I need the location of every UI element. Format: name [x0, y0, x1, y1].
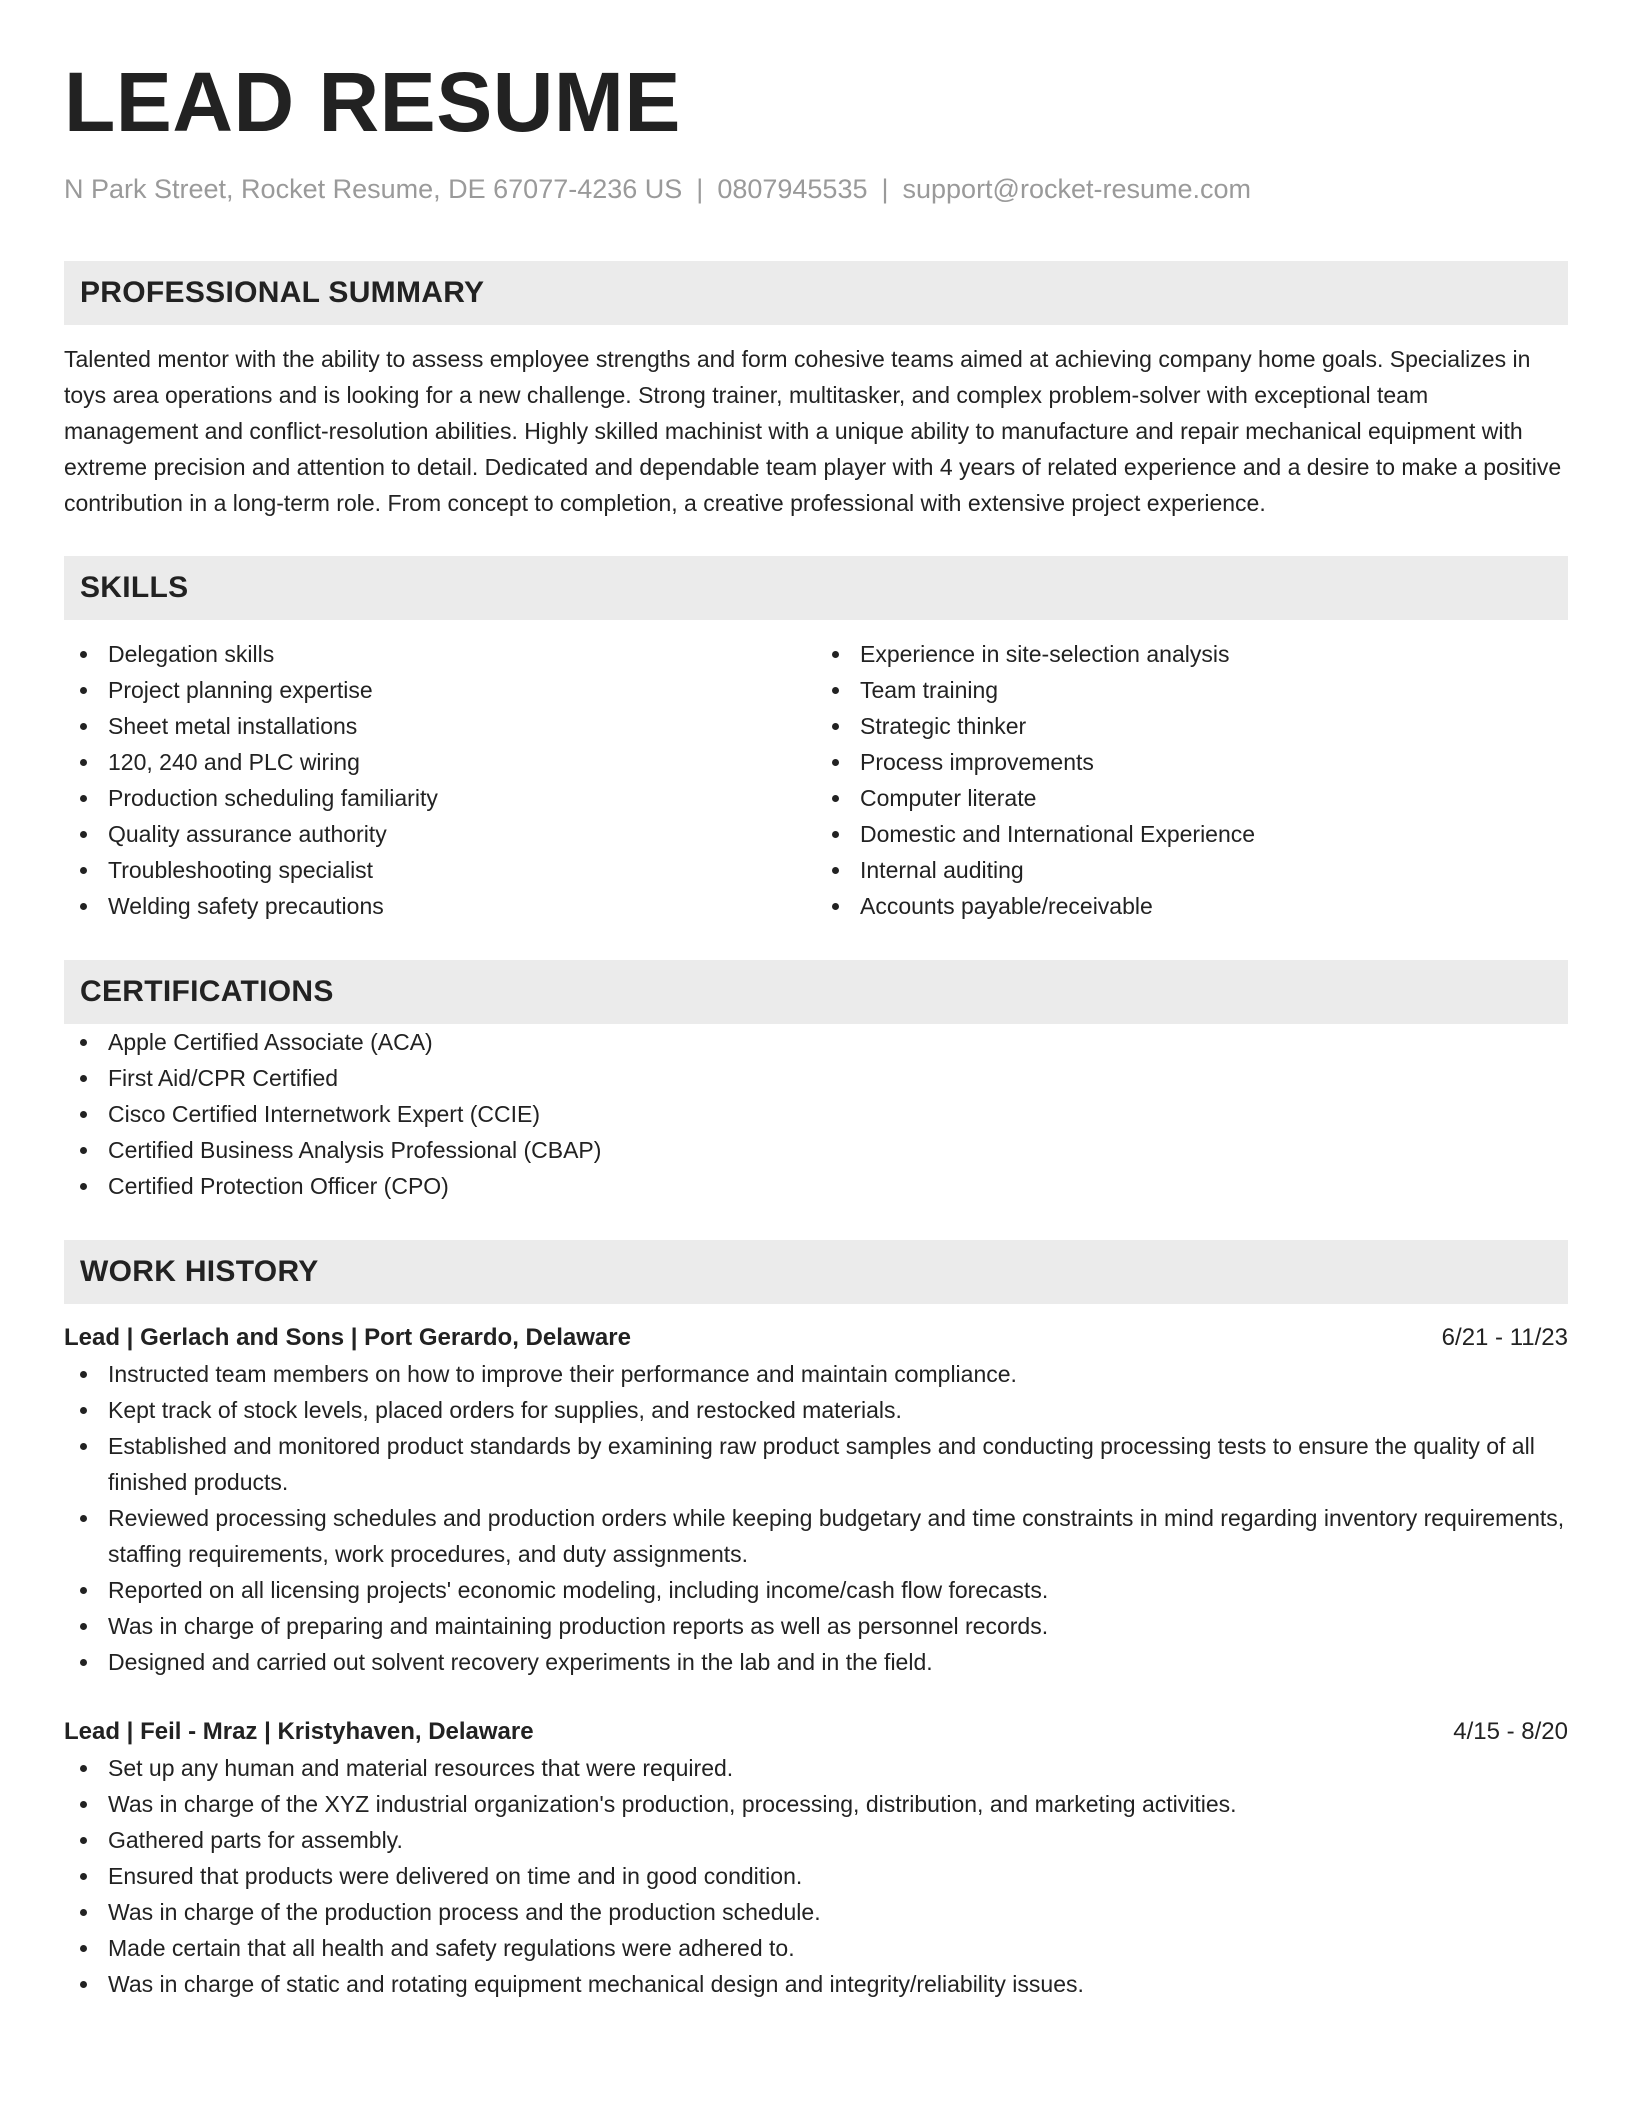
- bullet-icon: [80, 1075, 87, 1082]
- certification-item: [64, 1060, 1568, 1096]
- bullet-icon: [80, 1945, 87, 1952]
- bullet-icon: [80, 1443, 87, 1450]
- skill-item: [816, 816, 1568, 852]
- bullet-icon: [80, 1873, 87, 1880]
- job-entry: [64, 1320, 1568, 1680]
- bullet-icon: [80, 1111, 87, 1118]
- bullet-icon: [832, 903, 839, 910]
- bullet-icon: [80, 1837, 87, 1844]
- skill-item: [64, 708, 816, 744]
- job-duty-text: Reported on all licensing projects' economic modeling, including income/cash flow forecasts.: [108, 1577, 1049, 1603]
- certification-item: [64, 1096, 1568, 1132]
- job-duty-item: [64, 1644, 1568, 1680]
- skill-label: Computer literate: [860, 785, 1037, 811]
- skill-label: Delegation skills: [108, 641, 275, 667]
- certification-item: [64, 1132, 1568, 1168]
- certification-label: First Aid/CPR Certified: [108, 1065, 339, 1091]
- job-duty-item: [64, 1500, 1568, 1572]
- skill-item: [64, 816, 816, 852]
- bullet-icon: [832, 867, 839, 874]
- job-entry: [64, 1714, 1568, 2002]
- job-header: [64, 1714, 1568, 1750]
- job-header: [64, 1320, 1568, 1356]
- job-dates: 6/21 - 11/23: [1441, 1324, 1568, 1351]
- bullet-icon: [80, 687, 87, 694]
- job-duty-text: Made certain that all health and safety regulations were adhered to.: [108, 1935, 795, 1961]
- bullet-icon: [80, 1371, 87, 1378]
- bullet-icon: [80, 1981, 87, 1988]
- bullet-icon: [832, 759, 839, 766]
- job-duty-item: [64, 1428, 1568, 1500]
- skill-item: [816, 744, 1568, 780]
- job-duty-text: Reviewed processing schedules and production orders while keeping budgetary and time constraints in mind regarding inventory requirements, staffing requirements, work procedures, and duty assignments.: [108, 1505, 1565, 1567]
- skills-list-left: [64, 636, 816, 924]
- skill-label: Team training: [860, 677, 999, 703]
- skill-label: Quality assurance authority: [108, 821, 387, 847]
- job-duty-item: [64, 1822, 1568, 1858]
- bullet-icon: [832, 831, 839, 838]
- skill-label: Troubleshooting specialist: [108, 857, 374, 883]
- skill-item: [64, 888, 816, 924]
- section-heading-summary: PROFESSIONAL SUMMARY: [64, 261, 1568, 325]
- bullet-icon: [80, 651, 87, 658]
- skill-item: [64, 672, 816, 708]
- skills-columns: [64, 636, 1568, 924]
- job-title: Lead | Feil - Mraz | Kristyhaven, Delaware: [64, 1718, 534, 1745]
- bullet-icon: [80, 1407, 87, 1414]
- contact-address: N Park Street, Rocket Resume, DE 67077-4236 US: [64, 174, 683, 204]
- job-duty-item: [64, 1572, 1568, 1608]
- job-duty-text: Kept track of stock levels, placed orders for supplies, and restocked materials.: [108, 1397, 902, 1423]
- bullet-icon: [80, 1801, 87, 1808]
- skill-label: Experience in site-selection analysis: [860, 641, 1230, 667]
- bullet-icon: [80, 1039, 87, 1046]
- job-duty-text: Ensured that products were delivered on time and in good condition.: [108, 1863, 803, 1889]
- skill-item: [816, 672, 1568, 708]
- skills-list-right: [816, 636, 1568, 924]
- contact-phone: 0807945535: [717, 174, 868, 204]
- contact-email: support@rocket-resume.com: [902, 174, 1252, 204]
- bullet-icon: [80, 1765, 87, 1772]
- resume-name: LEAD RESUME: [64, 55, 681, 149]
- certification-item: [64, 1024, 1568, 1060]
- contact-line: [64, 172, 1568, 206]
- job-duty-item: [64, 1608, 1568, 1644]
- skill-label: Sheet metal installations: [108, 713, 358, 739]
- skill-label: Process improvements: [860, 749, 1094, 775]
- skill-item: [816, 708, 1568, 744]
- skill-label: Welding safety precautions: [108, 893, 384, 919]
- job-duty-item: [64, 1786, 1568, 1822]
- skill-label: Project planning expertise: [108, 677, 373, 703]
- certification-label: Cisco Certified Internetwork Expert (CCIE): [108, 1101, 541, 1127]
- certification-label: Apple Certified Associate (ACA): [108, 1029, 433, 1055]
- bullet-icon: [80, 1659, 87, 1666]
- skill-label: 120, 240 and PLC wiring: [108, 749, 360, 775]
- bullet-icon: [80, 759, 87, 766]
- job-duty-item: [64, 1392, 1568, 1428]
- bullet-icon: [80, 1909, 87, 1916]
- job-duty-item: [64, 1750, 1568, 1786]
- contact-separator: |: [696, 174, 704, 204]
- certification-label: Certified Protection Officer (CPO): [108, 1173, 449, 1199]
- contact-separator: |: [881, 174, 889, 204]
- skill-item: [816, 852, 1568, 888]
- job-duty-text: Was in charge of preparing and maintaining production reports as well as personnel records.: [108, 1613, 1049, 1639]
- job-duty-text: Gathered parts for assembly.: [108, 1827, 403, 1853]
- job-duty-text: Was in charge of the XYZ industrial organization's production, processing, distribution, and marketing activities.: [108, 1791, 1237, 1817]
- skill-item: [64, 780, 816, 816]
- job-dates: 4/15 - 8/20: [1453, 1718, 1568, 1745]
- bullet-icon: [832, 723, 839, 730]
- job-duty-text: Was in charge of static and rotating equipment mechanical design and integrity/reliability issues.: [108, 1971, 1084, 1997]
- skill-item: [64, 852, 816, 888]
- bullet-icon: [80, 1623, 87, 1630]
- job-duty-item: [64, 1966, 1568, 2002]
- job-duty-item: [64, 1930, 1568, 1966]
- skill-label: Domestic and International Experience: [860, 821, 1256, 847]
- skill-label: Internal auditing: [860, 857, 1024, 883]
- job-duties-list: [64, 1750, 1568, 2002]
- skill-label: Strategic thinker: [860, 713, 1027, 739]
- bullet-icon: [832, 795, 839, 802]
- bullet-icon: [80, 1515, 87, 1522]
- job-duty-text: Set up any human and material resources that were required.: [108, 1755, 734, 1781]
- bullet-icon: [80, 795, 87, 802]
- job-title: Lead | Gerlach and Sons | Port Gerardo, Delaware: [64, 1324, 631, 1351]
- skill-label: Production scheduling familiarity: [108, 785, 438, 811]
- skill-label: Accounts payable/receivable: [860, 893, 1153, 919]
- certifications-list: [64, 1024, 1568, 1204]
- job-duty-text: Was in charge of the production process and the production schedule.: [108, 1899, 821, 1925]
- skill-item: [64, 744, 816, 780]
- summary-text: Talented mentor with the ability to assess employee strengths and form cohesive teams aimed at achieving company home goals. Specializes in toys area operations and is looking for a new challenge. Strong trainer, multitasker, and complex problem-solver with exceptional team management and conflict-resolution abilities. Highly skilled machinist with a unique ability to manufacture and repair mechanical equipment with extreme precision and attention to detail. Dedicated and dependable team player with 4 years of related experience and a desire to make a positive contribution in a long-term role. From concept to completion, a creative professional with extensive project experience.: [64, 346, 1562, 516]
- certification-item: [64, 1168, 1568, 1204]
- bullet-icon: [80, 1587, 87, 1594]
- bullet-icon: [80, 723, 87, 730]
- job-duty-item: [64, 1858, 1568, 1894]
- section-heading-certifications: CERTIFICATIONS: [64, 960, 1568, 1024]
- bullet-icon: [80, 903, 87, 910]
- bullet-icon: [80, 1147, 87, 1154]
- bullet-icon: [832, 651, 839, 658]
- job-duty-text: Designed and carried out solvent recovery experiments in the lab and in the field.: [108, 1649, 933, 1675]
- bullet-icon: [80, 867, 87, 874]
- job-duty-item: [64, 1356, 1568, 1392]
- job-duties-list: [64, 1356, 1568, 1680]
- bullet-icon: [832, 687, 839, 694]
- skill-item: [64, 636, 816, 672]
- certification-label: Certified Business Analysis Professional (CBAP): [108, 1137, 602, 1163]
- bullet-icon: [80, 831, 87, 838]
- job-duty-text: Established and monitored product standards by examining raw product samples and conducting processing tests to ensure the quality of all finished products.: [108, 1433, 1535, 1495]
- job-duty-text: Instructed team members on how to improve their performance and maintain compliance.: [108, 1361, 1017, 1387]
- skill-item: [816, 888, 1568, 924]
- skill-item: [816, 636, 1568, 672]
- job-duty-item: [64, 1894, 1568, 1930]
- skill-item: [816, 780, 1568, 816]
- bullet-icon: [80, 1183, 87, 1190]
- section-heading-skills: SKILLS: [64, 556, 1568, 620]
- section-heading-work-history: WORK HISTORY: [64, 1240, 1568, 1304]
